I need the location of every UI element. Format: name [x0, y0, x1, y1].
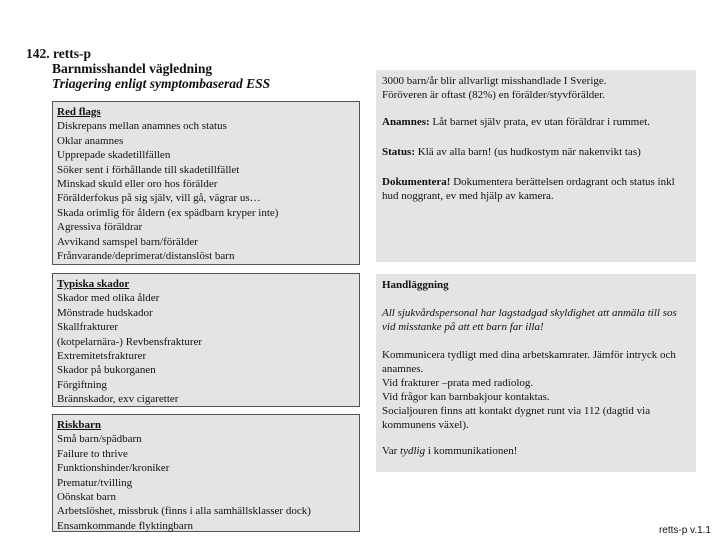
- statistics-text: 3000 barn/år blir allvarligt misshandlade I Sverige. Föröveren är oftast (82%) en förälder/styvförälder.: [382, 75, 607, 101]
- typical-injuries-box: [52, 273, 360, 407]
- list-item: Prematur/tvilling: [57, 476, 133, 489]
- risk-children-box: [52, 414, 360, 532]
- list-item: Minskad skuld eller oro hos förälder: [57, 178, 218, 191]
- status-text: Status: Klä av alla barn! (us hudkostym när nakenvikt tas): [382, 146, 641, 158]
- handling-heading: Handläggning: [382, 279, 449, 291]
- list-item: Söker sent i förhållande till skadetillfället: [57, 163, 240, 176]
- handling-box: [376, 274, 696, 472]
- list-item: Agressiva föräldrar: [57, 221, 143, 234]
- risk-children-heading: Riskbarn: [57, 419, 102, 431]
- anamnes-text: Anamnes: Låt barnet själv prata, ev utan föräldrar i rummet.: [382, 116, 650, 128]
- list-item: Förgiftning: [57, 378, 107, 391]
- list-item: Failure to thrive: [57, 447, 128, 460]
- list-item: Oönskat barn: [57, 491, 116, 504]
- list-item: Funktionshinder/kroniker: [57, 462, 170, 475]
- list-item: Diskrepans mellan anamnes och status: [57, 120, 227, 133]
- communication-text: Kommunicera tydligt med dina arbetskamrater. Jämför intryck och anamnes. Vid frakturer –prata med radiolog. Vid frågor kan barnbakjour kontaktas. Socialjouren finns att kontakt dygnet runt via 112 (dagtid via kommunens växel).: [382, 349, 676, 431]
- list-item: Avvikand samspel barn/förälder: [57, 235, 198, 248]
- list-item: Mönstrade hudskador: [57, 306, 153, 319]
- title-line-1: 142. retts-p: [26, 46, 91, 61]
- list-item: Oklar anamnes: [57, 134, 124, 147]
- red-flags-heading: Red flags: [57, 106, 101, 118]
- list-item: Brännskador, exv cigaretter: [57, 393, 179, 406]
- list-item: Frånvarande/deprimerat/distanslöst barn: [57, 250, 235, 263]
- list-item: Skador med olika ålder: [57, 292, 160, 305]
- list-item: (kotpelarnära-) Revbensfrakturer: [57, 335, 203, 348]
- list-item: Skallfrakturer: [57, 321, 119, 334]
- duty-text: All sjukvårdspersonal har lagstadgad skyldighet att anmäla till sos vid misstanke på att ett barn far illa!: [382, 307, 677, 333]
- list-item: Skador på bukorganen: [57, 364, 156, 377]
- document-text: Dokumentera! Dokumentera berättelsen ordagrant och status inkl hud noggrant, ev med hjälp av kamera.: [382, 176, 675, 202]
- title-line-2: Barnmisshandel vägledning: [52, 61, 213, 76]
- list-item: Extremitetsfrakturer: [57, 350, 147, 363]
- typical-injuries-heading: Typiska skador: [57, 278, 130, 290]
- list-item: Små barn/spädbarn: [57, 433, 142, 446]
- list-item: Förälderfokus på sig själv, vill gå, vägrar us…: [57, 192, 261, 205]
- red-flags-box: [52, 101, 360, 265]
- info-box: [376, 70, 696, 262]
- title-line-3: Triagering enligt symptombaserad ESS: [52, 76, 271, 91]
- version-footer: retts-p v.1.1: [658, 525, 711, 536]
- list-item: Skada orimlig för åldern (ex spädbarn kryper inte): [57, 206, 279, 219]
- list-item: Ensamkommande flyktingbarn: [57, 519, 193, 532]
- list-item: Arbetslöshet, missbruk (finns i alla samhällsklasser dock): [57, 505, 311, 518]
- clarity-text: Var tydlig i kommunikationen!: [382, 445, 518, 457]
- page-title: [26, 46, 270, 91]
- list-item: Upprepade skadetillfällen: [57, 149, 171, 162]
